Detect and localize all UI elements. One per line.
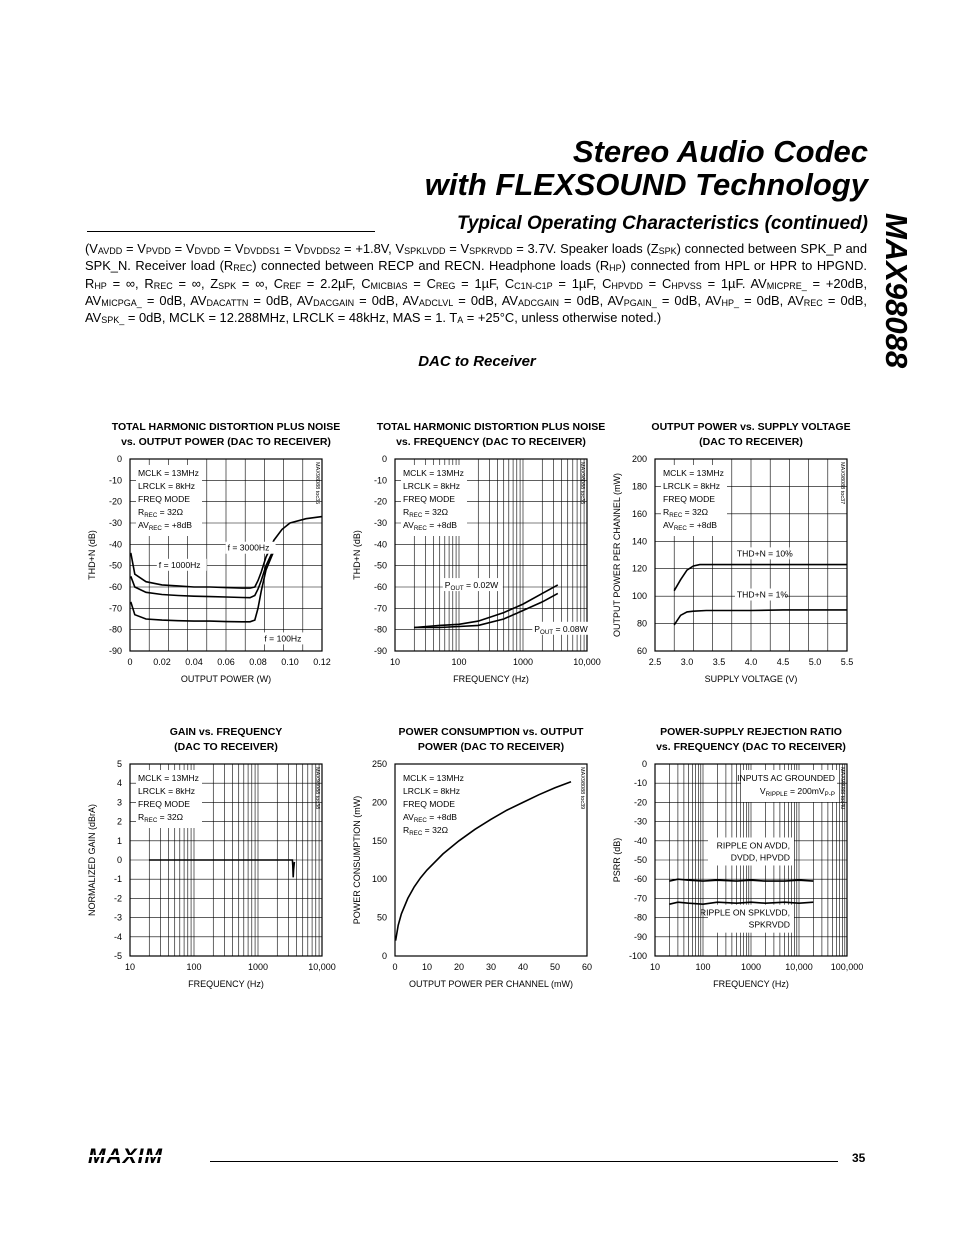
chart-title-line-1: TOTAL HARMONIC DISTORTION PLUS NOISE <box>111 421 341 433</box>
y-tick-label: 50 <box>376 912 387 923</box>
label-text: = 0.08W <box>553 623 588 634</box>
y-tick-label: -50 <box>633 855 647 865</box>
y-tick-label: 2 <box>116 816 122 827</box>
condition-text: ) connected <box>621 258 690 274</box>
y-axis-label: OUTPUT POWER PER CHANNEL (mW) <box>612 472 622 638</box>
x-tick-label: 0.06 <box>217 657 235 667</box>
y-tick-label: -5 <box>113 951 122 961</box>
chart-title-line-1: POWER-SUPPLY REJECTION RATIO <box>660 726 842 738</box>
condition-subscript: HP_ <box>721 297 740 308</box>
condition-line <box>403 786 460 796</box>
maxim-logo <box>88 1147 200 1170</box>
condition-subscript: REC <box>153 280 173 291</box>
chart-gain-vs-frequency <box>80 720 348 1002</box>
annotation-label: f = 3000Hz <box>227 542 270 553</box>
chart-title-line-1: OUTPUT POWER vs. SUPPLY VOLTAGE <box>651 421 851 433</box>
y-tick-label: -60 <box>633 874 647 885</box>
y-tick-label: 0 <box>641 759 647 769</box>
label-text: FREQ MODE <box>138 494 191 504</box>
label-text: LRCLK = 8kHz <box>403 786 461 796</box>
label-text: = 200mV <box>787 786 825 796</box>
y-tick-label: -40 <box>108 539 122 550</box>
condition-line <box>138 799 190 809</box>
label-text: R <box>138 812 145 822</box>
condition-line <box>403 481 460 491</box>
x-tick-label: 100 <box>695 962 711 972</box>
series-line <box>131 549 274 598</box>
y-tick-label: 200 <box>371 797 387 808</box>
y-tick-label: -30 <box>108 518 122 528</box>
label-text: = 32Ω <box>422 825 449 835</box>
y-tick-label: -80 <box>633 912 647 923</box>
condition-subscript: REC <box>233 263 253 274</box>
x-tick-label: 0.02 <box>153 657 171 667</box>
label-text: MCLK = 13MHz <box>138 468 199 478</box>
side-part-number-text: MAX98088 <box>879 213 914 369</box>
condition-subscript: A <box>457 315 464 326</box>
y-axis-label: NORMALIZED GAIN (dBrA) <box>87 803 97 917</box>
y-tick-label: -20 <box>633 797 647 808</box>
condition-text: = +1.8V, V <box>340 241 405 256</box>
condition-text: = 3.7V. Speaker loads (Z <box>512 241 659 256</box>
condition-text: = 2.2µF, C <box>301 275 371 291</box>
condition-text: ) connected <box>676 241 745 256</box>
condition-subscript: SPK <box>218 280 237 291</box>
label-text: MCLK = 13MHz <box>403 773 464 783</box>
chart-svg <box>345 415 613 697</box>
label-subscript: REC <box>413 525 427 532</box>
condition-line <box>403 773 464 783</box>
label-text: = +8dB <box>426 812 458 822</box>
x-tick-label: 50 <box>549 962 561 972</box>
y-tick-label: 0 <box>381 454 387 464</box>
x-tick-label: 10,000 <box>785 962 813 972</box>
series-line <box>414 585 558 628</box>
x-tick-label: 5.5 <box>840 657 854 667</box>
y-tick-label: 0 <box>116 454 122 464</box>
condition-text: = V <box>445 241 470 256</box>
condition-line <box>138 481 195 491</box>
condition-subscript: AVDD <box>97 246 123 256</box>
label-text: P <box>534 623 541 634</box>
condition-subscript: PVDD <box>145 246 171 256</box>
toc-watermark: MAX98088 toc37 <box>839 462 845 505</box>
x-tick-label: 30 <box>485 962 497 972</box>
chart-svg <box>605 720 873 1002</box>
condition-text: = ∞, C <box>236 275 284 291</box>
x-tick-label: 3.5 <box>712 657 726 667</box>
label-text: = 0.02W <box>463 580 499 591</box>
condition-subscript: MICBIAS <box>370 280 408 291</box>
y-tick-label: 160 <box>631 508 647 519</box>
x-tick-label: 10,000 <box>308 962 336 972</box>
condition-subscript: HP <box>609 263 622 274</box>
label-text: AV <box>663 520 674 530</box>
condition-subscript: REF <box>283 280 302 291</box>
x-tick-label: 0.10 <box>281 657 299 667</box>
title-line-1: Stereo Audio Codec <box>572 134 868 169</box>
annotation-label: SPKRVDD <box>748 919 790 930</box>
chart-title-line-2: POWER (DAC TO RECEIVER) <box>417 741 565 753</box>
series-line <box>674 610 847 625</box>
condition-text: C <box>661 275 672 291</box>
label-text: P <box>444 580 451 591</box>
x-axis-label: SUPPLY VOLTAGE (V) <box>704 674 798 684</box>
condition-subscript: HP <box>94 280 107 291</box>
condition-line <box>663 494 715 504</box>
x-axis-label: FREQUENCY (Hz) <box>453 674 529 684</box>
label-text: V <box>759 786 766 796</box>
label-text: LRCLK = 8kHz <box>663 481 721 491</box>
y-tick-label: 100 <box>631 591 647 602</box>
x-tick-label: 3.0 <box>680 657 694 667</box>
condition-text: ) connected between RECP and RECN. Headphone loads (R <box>252 258 610 274</box>
x-tick-label: 0 <box>127 657 133 667</box>
condition-text: = 0dB, AV <box>354 292 419 308</box>
label-text: FREQ MODE <box>403 799 456 809</box>
label-subscript: REC <box>413 817 427 824</box>
maxim-logo-text: MAXIM <box>88 1147 163 1165</box>
x-tick-label: 5.0 <box>808 657 822 667</box>
title-line-2: with FLEXSOUND Technology <box>424 167 868 202</box>
chart-svg <box>80 415 348 697</box>
y-tick-label: -50 <box>108 560 122 571</box>
label-text: AV <box>138 520 149 530</box>
x-axis-label: FREQUENCY (Hz) <box>188 979 264 989</box>
y-tick-label: -10 <box>633 778 647 789</box>
condition-subscript: DVDDS2 <box>303 246 341 256</box>
y-tick-label: 80 <box>636 618 647 629</box>
condition-text: 0dB, AV <box>576 292 624 308</box>
label-text: = 32Ω <box>682 507 709 517</box>
annotation-label: RIPPLE ON AVDD, <box>716 840 790 851</box>
x-axis-label: OUTPUT POWER (W) <box>180 674 272 684</box>
label-text: R <box>403 507 410 517</box>
y-tick-label: -40 <box>633 835 647 846</box>
condition-text: = ∞, R <box>106 275 154 291</box>
y-tick-label: -80 <box>373 624 387 635</box>
condition-text: = +25°C, <box>463 310 518 326</box>
condition-line <box>403 468 464 478</box>
condition-subscript: HPVDD <box>611 280 643 291</box>
condition-text: = 1µF, C <box>455 275 515 291</box>
y-tick-label: -90 <box>108 646 122 656</box>
condition-subscript: DACGAIN <box>313 297 355 308</box>
chart-psrr-vs-frequency <box>605 720 873 1002</box>
chart-thdn-vs-frequency <box>345 415 613 697</box>
label-subscript: OUT <box>450 585 464 593</box>
y-tick-label: -40 <box>373 539 387 550</box>
label-text: MCLK = 13MHz <box>138 773 199 783</box>
y-tick-label: -20 <box>373 496 387 507</box>
y-tick-label: -70 <box>108 603 122 614</box>
x-tick-label: 100,000 <box>830 962 864 972</box>
toc-watermark: MAX98088 toc40 <box>839 767 845 810</box>
chart-title-line-2: vs. OUTPUT POWER (DAC TO RECEIVER) <box>121 436 331 448</box>
condition-text: = 0dB, AV <box>141 292 207 308</box>
condition-text: = V <box>122 241 146 256</box>
y-tick-label: 4 <box>116 778 122 789</box>
annotation-label: RIPPLE ON SPKLVDD, <box>699 907 790 918</box>
y-tick-label: -30 <box>373 518 387 528</box>
label-text: = +8dB <box>426 520 458 530</box>
x-axis-label: FREQUENCY (Hz) <box>713 979 789 989</box>
condition-line <box>138 468 199 478</box>
label-text: R <box>138 507 145 517</box>
chart-power-consumption-vs-output-power <box>345 720 613 1002</box>
x-tick-label: 10 <box>421 962 433 972</box>
annotation-label: f = 1000Hz <box>158 559 201 570</box>
label-subscript: REC <box>148 525 162 532</box>
label-text: = +8dB <box>161 520 193 530</box>
label-text: R <box>663 507 670 517</box>
condition-text: (V <box>85 241 98 256</box>
condition-text: = 1µF. AV <box>701 275 767 291</box>
y-tick-label: -10 <box>108 475 122 486</box>
condition-text: = V <box>170 241 195 256</box>
condition-subscript: REC <box>803 297 823 308</box>
y-tick-label: 3 <box>116 797 122 808</box>
condition-text: = 0dB, AV <box>453 292 518 308</box>
y-axis-label: THD+N (dB) <box>87 530 97 580</box>
y-axis-label: THD+N (dB) <box>352 530 362 580</box>
condition-text: = C <box>407 275 436 291</box>
label-text: FREQ MODE <box>403 494 456 504</box>
condition-subscript: HPVSS <box>671 280 702 291</box>
condition-text: unless otherwise noted.) <box>521 310 662 326</box>
condition-text: = +20dB, AV <box>85 275 868 308</box>
chart-output-power-vs-supply-voltage <box>605 415 873 697</box>
x-tick-label: 40 <box>517 962 529 972</box>
condition-text: = 0dB, AV <box>248 292 314 308</box>
side-part-number <box>876 213 916 403</box>
y-tick-label: -60 <box>373 582 387 592</box>
y-tick-label: 150 <box>371 835 387 846</box>
toc-watermark: MAX98088 toc39 <box>579 767 585 810</box>
condition-text: = V <box>280 241 304 256</box>
label-text: MCLK = 13MHz <box>403 468 464 478</box>
condition-subscript: C1N-C1P <box>514 280 553 291</box>
y-tick-label: 0 <box>116 855 122 865</box>
label-text: LRCLK = 8kHz <box>138 481 196 491</box>
y-tick-label: -60 <box>108 582 122 592</box>
condition-text: = <box>642 275 657 291</box>
label-text: R <box>403 825 410 835</box>
condition-text: = 0dB, AV <box>85 292 867 326</box>
chart-svg <box>345 720 613 1002</box>
chart-title-line-1: POWER CONSUMPTION vs. OUTPUT <box>398 726 584 738</box>
label-subscript: OUT <box>540 628 554 636</box>
x-tick-label: 1000 <box>247 962 269 972</box>
x-tick-label: 0.12 <box>313 657 331 667</box>
condition-text: = 0dB, AV <box>739 292 804 308</box>
y-tick-label: -70 <box>373 603 387 614</box>
label-subscript: REC <box>409 512 423 519</box>
condition-line <box>663 481 720 491</box>
section-rule <box>87 231 375 232</box>
condition-subscript: MICPGA_ <box>101 297 142 308</box>
label-text: INPUTS AC GROUNDED <box>737 773 835 783</box>
x-tick-label: 1000 <box>512 657 534 667</box>
condition-line <box>138 494 190 504</box>
label-text: = 32Ω <box>422 507 449 517</box>
label-subscript: REC <box>144 817 158 824</box>
condition-line <box>138 786 195 796</box>
toc-watermark: MAX98088 toc36 <box>579 462 585 505</box>
label-subscript: REC <box>144 512 158 519</box>
y-tick-label: -20 <box>108 496 122 507</box>
x-tick-label: 10 <box>389 657 401 667</box>
label-text: LRCLK = 8kHz <box>138 786 196 796</box>
label-text: = 32Ω <box>157 812 184 822</box>
y-tick-label: -70 <box>633 893 647 904</box>
x-tick-label: 0 <box>392 962 398 972</box>
condition-subscript: SPKRVDD <box>469 246 513 256</box>
chart-svg <box>80 720 348 1002</box>
label-subscript: REC <box>669 512 683 519</box>
y-tick-label: 120 <box>631 563 647 574</box>
y-tick-label: 1 <box>116 835 122 846</box>
label-text: AV <box>403 812 414 822</box>
annotation-label: THD+N = 10% <box>736 548 793 559</box>
subhead-dac-to-receiver: DAC to Receiver <box>418 353 536 370</box>
condition-subscript: ADCGAIN <box>517 297 559 308</box>
condition-subscript: DVDDS1 <box>243 246 281 256</box>
condition-text: = V <box>220 241 244 256</box>
condition-subscript: SPK_ <box>101 315 125 326</box>
chart-title-line-1: GAIN vs. FREQUENCY <box>169 726 283 738</box>
label-text: MCLK = 13MHz <box>663 468 724 478</box>
label-subscript: REC <box>673 525 687 532</box>
y-axis-label: PSRR (dB) <box>612 837 622 883</box>
x-tick-label: 10 <box>649 962 661 972</box>
condition-text: = 1µF, C <box>552 275 612 291</box>
condition-line <box>663 468 724 478</box>
chart-title-line-1: TOTAL HARMONIC DISTORTION PLUS NOISE <box>376 421 606 433</box>
chart-title-line-2: (DAC TO RECEIVER) <box>699 436 803 448</box>
page-number: 35 <box>852 1151 866 1165</box>
y-tick-label: -80 <box>108 624 122 635</box>
x-tick-label: 60 <box>581 962 593 972</box>
y-tick-label: -90 <box>633 931 647 942</box>
x-tick-label: 0.08 <box>249 657 267 667</box>
condition-text: from HPL or HPR to HPGND. R <box>85 258 867 291</box>
label-text: FREQ MODE <box>138 799 191 809</box>
x-axis-label: OUTPUT POWER PER CHANNEL (mW) <box>408 979 574 989</box>
x-tick-label: 100 <box>186 962 202 972</box>
y-axis-label: POWER CONSUMPTION (mW) <box>352 795 362 925</box>
chart-thdn-vs-output-power <box>80 415 348 697</box>
toc-watermark: MAX98088 toc35 <box>314 462 320 505</box>
label-text: = 32Ω <box>157 507 184 517</box>
condition-text: = <box>559 292 572 308</box>
label-subscript: RIPPLE <box>765 791 788 798</box>
condition-subscript: PGAIN_ <box>623 297 657 308</box>
x-tick-label: 20 <box>453 962 465 972</box>
x-tick-label: 2.5 <box>648 657 662 667</box>
label-text: LRCLK = 8kHz <box>403 481 461 491</box>
x-tick-label: 1000 <box>740 962 762 972</box>
y-tick-label: -1 <box>113 874 122 885</box>
condition-line <box>403 494 455 504</box>
condition-text: = 0dB, MCLK = 12.288MHz, LRCLK = 48kHz, MAS = 1. T <box>124 310 458 326</box>
section-title: Typical Operating Characteristics (continued) <box>456 213 868 234</box>
x-tick-label: 10,000 <box>573 657 601 667</box>
x-tick-label: 4.5 <box>776 657 790 667</box>
y-tick-label: -10 <box>373 475 387 486</box>
y-tick-label: 100 <box>371 874 387 885</box>
toc-watermark: MAX98088 toc38 <box>314 767 320 810</box>
condition-text: = ∞, Z <box>172 275 219 291</box>
x-tick-label: 10 <box>124 962 136 972</box>
annotation-label: THD+N = 1% <box>736 589 789 600</box>
y-tick-label: 60 <box>636 646 647 656</box>
y-tick-label: -30 <box>633 816 647 827</box>
chart-title-line-2: vs. FREQUENCY (DAC TO RECEIVER) <box>396 436 586 448</box>
label-text: AV <box>403 520 414 530</box>
y-tick-label: 0 <box>381 951 387 961</box>
test-conditions <box>85 240 867 326</box>
condition-text: = 0dB, AV <box>656 292 722 308</box>
label-subscript: REC <box>409 830 423 837</box>
y-tick-label: -3 <box>113 912 122 923</box>
x-tick-label: 4.0 <box>744 657 758 667</box>
y-tick-label: -4 <box>113 931 122 942</box>
condition-subscript: DACATTN <box>206 297 249 308</box>
series-line <box>149 860 294 877</box>
condition-subscript: REG <box>435 280 456 291</box>
y-tick-label: -100 <box>628 951 647 961</box>
chart-title-line-2: (DAC TO RECEIVER) <box>174 741 278 753</box>
x-tick-label: 0.04 <box>185 657 203 667</box>
y-tick-label: -50 <box>373 560 387 571</box>
condition-text: between SPK_P and SPK_N. Receiver load (R <box>85 241 867 274</box>
y-tick-label: 200 <box>631 454 647 464</box>
y-tick-label: 250 <box>371 759 387 769</box>
label-subscript: P-P <box>824 791 835 798</box>
condition-line <box>737 773 835 783</box>
condition-subscript: SPKLVDD <box>404 246 446 256</box>
condition-subscript: MICPRE_ <box>766 280 807 291</box>
y-tick-label: 140 <box>631 536 647 547</box>
condition-subscript: SPK <box>658 246 677 256</box>
y-tick-label: 5 <box>116 759 122 769</box>
chart-title-line-2: vs. FREQUENCY (DAC TO RECEIVER) <box>656 741 846 753</box>
footer-rule <box>210 1161 838 1162</box>
y-tick-label: 180 <box>631 481 647 492</box>
label-text: FREQ MODE <box>663 494 716 504</box>
annotation-label: f = 100Hz <box>264 633 302 644</box>
y-tick-label: -2 <box>113 893 122 904</box>
condition-line <box>138 773 199 783</box>
chart-svg <box>605 415 873 697</box>
annotation-label: DVDD, HPVDD <box>730 852 790 863</box>
condition-subscript: ADCLVL <box>418 297 454 308</box>
condition-subscript: DVDD <box>194 246 221 256</box>
label-text: = +8dB <box>686 520 718 530</box>
condition-line <box>403 799 455 809</box>
x-tick-label: 100 <box>451 657 467 667</box>
y-tick-label: -90 <box>373 646 387 656</box>
